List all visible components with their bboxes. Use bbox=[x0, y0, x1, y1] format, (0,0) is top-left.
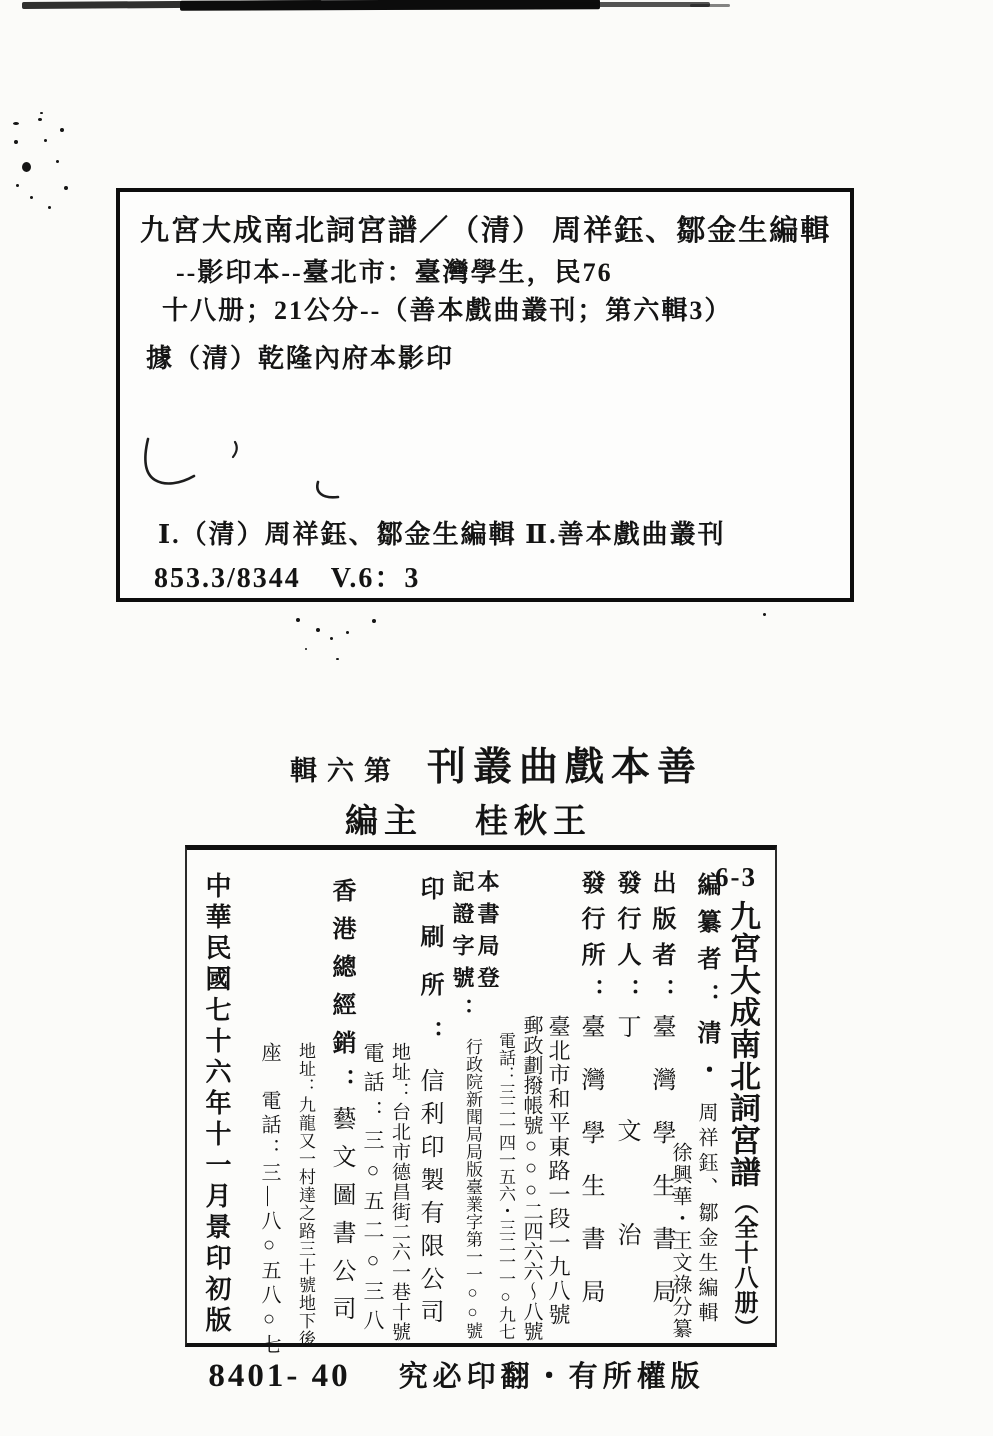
card-title-statement: 九宮大成南北詞宮譜／（清） 周祥鈺、鄒金生編輯 bbox=[140, 215, 832, 247]
pen-squiggle-icon bbox=[138, 434, 258, 494]
editors-names-2: 徐興華・王文祿分纂 bbox=[669, 1142, 691, 1340]
printer-label: 印刷所： bbox=[416, 876, 442, 1068]
issuer-column bbox=[604, 870, 638, 1326]
printer-column bbox=[407, 876, 441, 1332]
volume-code: 6-3 bbox=[715, 862, 757, 892]
series-number: 輯六第 bbox=[289, 756, 401, 786]
editors-label: 編纂者：清・ bbox=[693, 872, 719, 1094]
hk-distributor-column bbox=[319, 878, 353, 1334]
registration-value: 行政院新聞局局版臺業字第一一○○號 bbox=[463, 1038, 482, 1340]
series-editor-label: 編主 bbox=[345, 804, 423, 840]
issuer-value: 丁文治 bbox=[613, 1014, 639, 1326]
hk-phone-column bbox=[251, 1042, 279, 1358]
publisher-label: 出版者： bbox=[648, 870, 674, 1014]
card-collation: 十八册；21公分--（善本戲曲叢刊；第六輯3） bbox=[162, 296, 733, 325]
distributor-column bbox=[568, 870, 602, 1332]
registration-label-right: 本書局登 bbox=[475, 870, 500, 998]
series-title-line bbox=[0, 736, 993, 792]
series-editor-line bbox=[0, 795, 965, 842]
card-tracing: Ⅰ.（清）周祥鈺、鄒金生編輯 Ⅱ.善本戲曲叢刊 bbox=[158, 520, 726, 549]
card-imprint: --影印本--臺北市：臺灣學生，民76 bbox=[176, 258, 613, 287]
book-title-vertical: 九宮大成南北詞宮譜 bbox=[725, 900, 760, 1188]
registration-label-left: 記證字號： bbox=[450, 870, 475, 1030]
book-title-volumes: （全十八册） bbox=[730, 1190, 756, 1340]
colophon-box bbox=[185, 845, 777, 1358]
catalog-card bbox=[116, 188, 854, 602]
printer-address: 地址：台北市德昌街二六一巷十號 bbox=[389, 1042, 410, 1342]
hk-label: 香港總經銷： bbox=[328, 878, 354, 1106]
hk-address-cont: 座 bbox=[258, 1042, 280, 1062]
postal-account: 郵政劃撥帳號○○○二四六六～八號 bbox=[520, 1015, 542, 1341]
printer-phone: 電話：三○五二○三八 bbox=[361, 1042, 385, 1338]
pen-hook-icon bbox=[312, 478, 357, 506]
hk-value: 藝文圖書公司 bbox=[328, 1106, 354, 1334]
rights-notice: 究必印翻・有所權版 bbox=[398, 1361, 705, 1393]
editors-names-1: 周祥鈺、鄒金生編輯 bbox=[695, 1102, 717, 1327]
printer-value: 信利印製有限公司 bbox=[416, 1068, 442, 1332]
distributor-value: 臺灣學生書局 bbox=[577, 1014, 603, 1332]
publisher-column bbox=[639, 870, 673, 1332]
hk-address: 地址：九龍又一村達之路三十號地下後 bbox=[296, 1042, 315, 1348]
distributor-label: 發行所： bbox=[577, 870, 603, 1014]
series-editor-name: 桂秋王 bbox=[475, 804, 592, 840]
hk-phone: 電話：三—八○五八○七 bbox=[258, 1090, 280, 1358]
edition-date-column: 中華民國七十六年十一月景印初版 bbox=[202, 872, 231, 1337]
issuer-label: 發行人： bbox=[613, 870, 639, 1014]
distributor-phone: 電話：三二一四一五六・三二一一○九七 bbox=[496, 1032, 515, 1340]
series-name: 刊叢曲戲本善 bbox=[426, 746, 703, 789]
card-call-number: 853.3/8344 V.6：3 bbox=[154, 563, 421, 594]
footer-line bbox=[0, 1354, 953, 1395]
card-reproduction-note: 據（清）乾隆內府本影印 bbox=[146, 344, 455, 373]
publisher-value: 臺灣學生書局 bbox=[648, 1014, 674, 1332]
print-code: 8401- 40 bbox=[208, 1358, 351, 1394]
distributor-address: 臺北市和平東路一段一九八號 bbox=[546, 1015, 571, 1327]
